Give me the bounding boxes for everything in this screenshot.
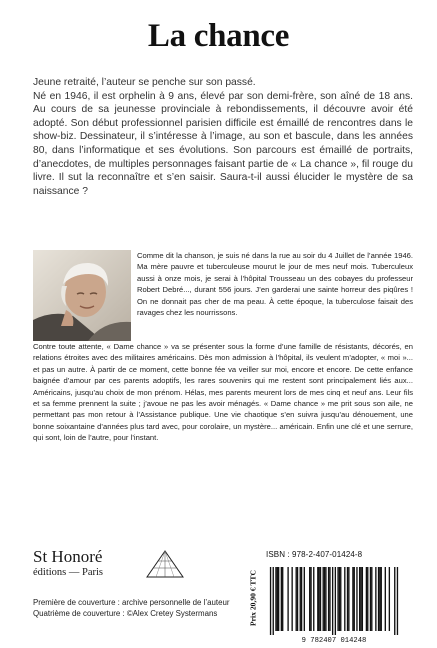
author-photo [33, 250, 131, 341]
barcode-bar [366, 567, 367, 631]
barcode-bar [356, 567, 357, 631]
barcode-bar [317, 567, 318, 631]
barcode-bar [300, 567, 301, 631]
barcode-bar [335, 567, 336, 635]
barcode-bar [296, 567, 297, 631]
barcode-bar [340, 567, 341, 631]
barcode-bar [370, 567, 371, 631]
isbn-barcode-block [262, 545, 406, 646]
pyramid-icon [145, 549, 185, 579]
publisher-name: St Honoré [33, 547, 103, 566]
barcode-bar [362, 567, 363, 631]
barcode-bar [313, 567, 314, 631]
barcode-bar [352, 567, 353, 631]
publisher-subtitle: éditions — Paris [33, 567, 103, 578]
barcode-bar [378, 567, 379, 631]
barcode-bar [394, 567, 395, 635]
barcode-digits: 9 782407 014248 [301, 637, 367, 645]
barcode-bar [310, 567, 311, 631]
cover-credits [33, 598, 230, 620]
barcode-bar [328, 567, 329, 631]
barcode-bar [291, 567, 292, 631]
barcode-bar [347, 567, 348, 631]
barcode-bar [324, 567, 325, 631]
excerpt-paragraph: Comme dit la chanson, je suis né dans la rue au soir du 4 Juillet de l’année 1946. Ma mère pauvre et tuberculeuse mourut le jour de mes neuf mois. Tuberculeux aussi à onze mois, je serai à l’hôpital Trousseau un des cobayes du professeur Robert Debré..., durant 556 jours. J’en garderai une sainte horreur des piqûres ! On ne donnait pas cher de ma peau. À cette époque, la tuberculose faisait des ravages chez les nourrissons. [137, 251, 413, 318]
barcode-bar [318, 567, 319, 631]
barcode-bar [360, 567, 361, 631]
barcode-bar [337, 567, 338, 631]
barcode-bar [339, 567, 340, 631]
barcode-bar [325, 567, 326, 631]
publisher-logo [33, 547, 243, 591]
barcode-bar [281, 567, 282, 631]
barcode-bar [304, 567, 305, 631]
barcode-bar [270, 567, 271, 635]
barcode-bar [278, 567, 279, 631]
excerpt-full [33, 341, 413, 444]
credit-line: Quatrième de couverture : ©Alex Cretey Systermans [33, 608, 218, 618]
barcode-bar [385, 567, 386, 631]
barcode-bar [309, 567, 310, 631]
barcode-bar [371, 567, 372, 631]
barcode-bar [344, 567, 345, 631]
intro-summary [33, 76, 413, 198]
intro-paragraph: Jeune retraité, l’auteur se penche sur son passé. [33, 77, 256, 88]
barcode-bar [329, 567, 330, 631]
barcode-bar [367, 567, 368, 631]
barcode-bar [381, 567, 382, 631]
barcode-bar [389, 567, 390, 631]
barcode-bar [287, 567, 288, 631]
price-label [246, 548, 260, 648]
author-photo-image [33, 250, 131, 341]
barcode-bar [354, 567, 355, 631]
isbn-label: ISBN : 978-2-407-01424-8 [266, 550, 363, 559]
barcode-bar [332, 567, 333, 635]
intro-paragraph: Né en 1946, il est orphelin à 9 ans, élevé par son demi-frère, son aîné de 18 ans. Au cours de sa jeunesse provinciale à rebondissements, il découvre avoir été adopté. Son début professionnel parisien difficile est émaillé de rencontres dans le show-biz. Dessinateur, il s’intéresse à l’image, au son et bascule, dans les années 80, dans l’informatique et ses évolutions. Son parcours est émaillé de portraits, d’anecdotes, de multiples personnages faisant partie de « La chance », fil rouge du livre. Il sut la reconnaître et s’en saisir. Saura-t-il aussi élucider le mystère de sa naissance ? [33, 90, 413, 197]
price-text: Prix 20,90 € TTC [248, 570, 258, 626]
credit-line: Première de couverture : archive personnelle de l’auteur [33, 598, 230, 607]
barcode-bar [275, 567, 276, 631]
barcode-bar [397, 567, 398, 635]
barcode-bar [320, 567, 321, 631]
barcode-bar [379, 567, 380, 631]
barcode-icon [262, 563, 406, 645]
barcode-bar [282, 567, 283, 631]
barcode-bar [273, 567, 274, 635]
barcode-bar [375, 567, 376, 631]
barcode-bar [301, 567, 302, 631]
book-title: La chance [147, 18, 290, 54]
barcode-bar [323, 567, 324, 631]
barcode-bar [359, 567, 360, 631]
excerpt-right [137, 250, 413, 318]
excerpt-paragraph: Contre toute attente, « Dame chance » va se présenter sous la forme d’une famille de résistants, décorés, en relations étroites avec des militaires américains. Dès mon admission à l’hôpital, ils veulent m’adopter, « moi »... et pas un autre. À partir de ce moment, cette bonne fée va veiller sur moi, encore et encore. De cette enfance baignée d’amour par ces parents adoptifs, les rares souvenirs qui me restent sont principalement liés aux... Américains, jusqu’au choix de mon prénom. Hélas, mes parents meurent lors de mes cinq et neuf ans. Leur fils et sa femme prennent la suite ; j’avoue ne pas les avoir ménagés. « Dame chance » me prit sous son aile, ne permettant pas mon retour à l’Assistance publique. Une vie chaotique s’en suivra jusqu’au dénouement, une bonne soixantaine d’années plus tard avec, pour corolaire, un mystère... américain. Enfin une clé et une serrure, qui sont, loin de l’autre, pour l’instant. [33, 342, 413, 443]
barcode-bar [297, 567, 298, 631]
barcode-bar [277, 567, 278, 631]
barcode-bar [348, 567, 349, 631]
